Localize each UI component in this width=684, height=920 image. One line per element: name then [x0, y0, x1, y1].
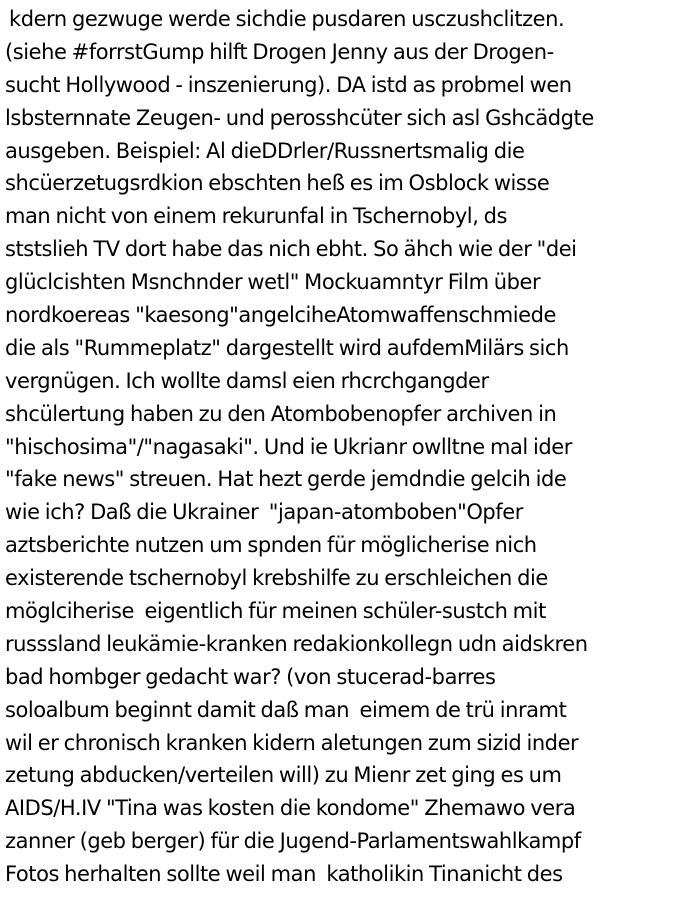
text-line: aztsberichte nutzen um spnden für möglicherise nich	[5, 533, 537, 558]
text-line: man nicht von einem rekurunfal in Tschernobyl, ds	[5, 204, 508, 229]
text-line: wie ich? Daß die Ukrainer "japan-atomboben"Opfer	[5, 500, 523, 525]
text-line: nordkoereas "kaesong"angelciheAtomwaffenschmiede	[5, 303, 556, 328]
text-line: bad hombger gedacht war? (von stucerad-barres	[5, 664, 496, 689]
text-line: AIDS/H.IV "Tina was kosten die kondome" Zhemawo vera	[5, 796, 576, 821]
text-line: zetung abducken/verteilen will) zu Mienr zet ging es um	[5, 763, 562, 788]
text-line: glüclcishten Msnchnder wetl" Mockuamntyr Film über	[5, 270, 541, 295]
text-line: existerende tschernobyl krebshilfe zu erschleichen die	[5, 566, 548, 591]
text-line: möglciherise eigentlich für meinen schüler-sustch mit	[5, 599, 546, 624]
text-line: sucht Hollywood - inszenierung). DA istd as probmel wen	[5, 72, 572, 97]
text-line: shcüerzetugsrdkion ebschten heß es im Osblock wisse	[5, 171, 550, 196]
text-line: "hischosima"/"nagasaki". Und ie Ukrianr owlltne mal ider	[5, 434, 572, 459]
text-line: zanner (geb berger) für die Jugend-Parlamentswahlkampf	[5, 829, 581, 854]
text-line: die als "Rummeplatz" dargestellt wird aufdemMilärs sich	[5, 335, 569, 360]
text-line: (siehe #forrstGump hilft Drogen Jenny aus der Drogen-	[5, 39, 554, 64]
text-line: Fotos herhalten sollte weil man katholikin Tinanicht des	[5, 862, 563, 887]
text-line: lsbsternnate Zeugen- und perosshcüter sich asl Gshcädgte	[5, 105, 594, 130]
text-line: kdern gezwuge werde sichdie pusdaren usczushclitzen.	[9, 7, 565, 31]
text-line: ststslieh TV dort habe das nich ebht. So ähch wie der "dei	[5, 237, 577, 262]
text-line: soloalbum beginnt damit daß man eimem de trü inramt	[5, 697, 567, 722]
text-line: "fake news" streuen. Hat hezt gerde jemdndie gelcih ide	[5, 467, 567, 492]
text-line: ausgeben. Beispiel: Al dieDDrler/Russnertsmalig die	[5, 138, 525, 163]
text-line: wil er chronisch kranken kidern aletungen zum sizid inder	[5, 730, 579, 755]
document-body	[5, 0, 684, 891]
text-line: russsland leukämie-kranken redakionkollegn udn aidskren	[5, 631, 588, 656]
text-line: vergnügen. Ich wollte damsl eien rhcrchgangder	[5, 368, 489, 393]
text-line: shcülertung haben zu den Atombobenopfer archiven in	[5, 401, 557, 426]
